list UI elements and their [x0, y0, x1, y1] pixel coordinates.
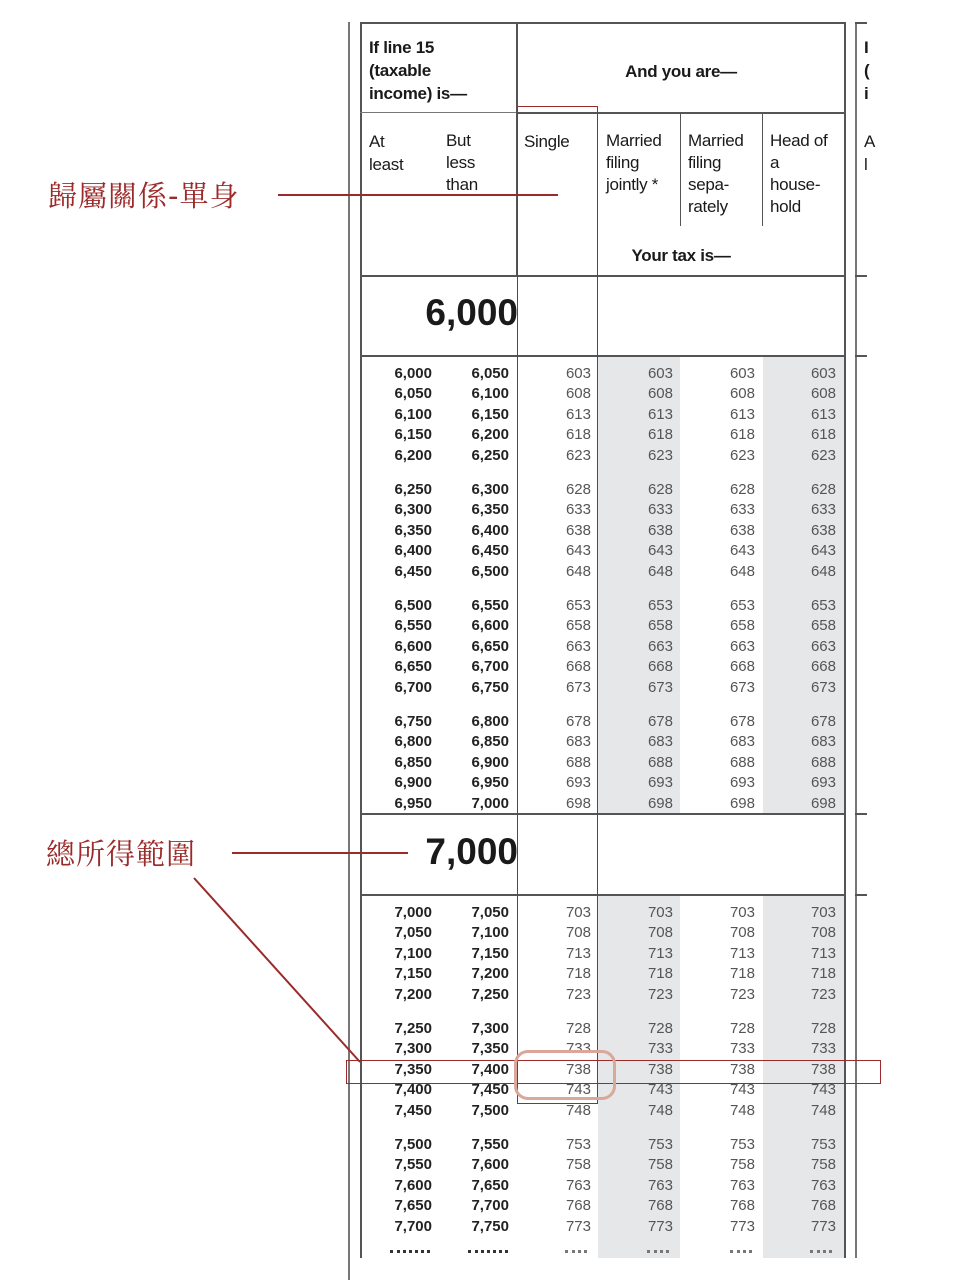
- tax-amount-cell: 693: [729, 774, 755, 792]
- tax-amount-cell: 613: [565, 405, 591, 423]
- income-less-than-cell: 7,750: [471, 1217, 509, 1235]
- income-at-least-cell: 7,350: [394, 1060, 432, 1078]
- tax-amount-cell: 743: [729, 1081, 755, 1099]
- cut-off-row-fragment: [390, 1250, 840, 1256]
- income-at-least-cell: 6,600: [394, 637, 432, 655]
- tax-amount-cell: 713: [647, 944, 673, 962]
- tax-amount-cell: 608: [810, 385, 836, 403]
- tax-amount-cell: 693: [647, 774, 673, 792]
- income-at-least-cell: 6,550: [394, 617, 432, 635]
- tax-amount-cell: 663: [810, 637, 836, 655]
- tax-amount-cell: 708: [810, 924, 836, 942]
- tax-amount-cell: 623: [729, 446, 755, 464]
- income-at-least-cell: 7,600: [394, 1176, 432, 1194]
- tax-amount-cell: 688: [729, 753, 755, 771]
- income-at-least-cell: 6,500: [394, 597, 432, 614]
- tax-amount-cell: 713: [810, 944, 836, 962]
- tax-amount-cell: 773: [647, 1217, 673, 1235]
- tax-amount-cell: 773: [810, 1217, 836, 1235]
- tax-amount-cell: 623: [565, 446, 591, 464]
- tax-amount-cell: 708: [565, 924, 591, 942]
- income-less-than-cell: 7,650: [471, 1176, 509, 1194]
- at-least-heading: At least: [369, 132, 404, 174]
- tax-amount-cell: 648: [647, 562, 673, 580]
- income-less-than-cell: 6,300: [471, 481, 509, 498]
- income-at-least-cell: 6,150: [394, 426, 432, 444]
- tax-amount-cell: 758: [565, 1156, 591, 1174]
- tax-amount-cell: 643: [565, 542, 591, 560]
- tax-amount-cell: 773: [565, 1217, 591, 1235]
- tax-amount-cell: 768: [565, 1197, 591, 1215]
- tax-amount-cell: 753: [729, 1136, 755, 1153]
- tax-amount-cell: 688: [647, 753, 673, 771]
- income-at-least-cell: 6,900: [394, 774, 432, 792]
- income-at-least-cell: 7,650: [394, 1197, 432, 1215]
- income-less-than-cell: 7,500: [471, 1101, 509, 1119]
- tax-amount-cell: 648: [810, 562, 836, 580]
- tax-amount-cell: 633: [565, 501, 591, 519]
- tax-amount-cell: 718: [729, 965, 755, 983]
- tax-amount-cell: 623: [647, 446, 673, 464]
- your-tax-is-heading: Your tax is—: [631, 246, 731, 265]
- tax-amount-cell: 643: [647, 542, 673, 560]
- tax-amount-cell: 698: [565, 794, 591, 812]
- tax-amount-cell: 678: [729, 713, 755, 730]
- tax-amount-cell: 713: [729, 944, 755, 962]
- tax-amount-cell: 613: [647, 405, 673, 423]
- income-less-than-cell: 7,200: [471, 965, 509, 983]
- tax-amount-cell: 733: [729, 1040, 755, 1058]
- income-at-least-cell: 6,350: [394, 521, 432, 539]
- income-less-than-cell: 7,300: [471, 1020, 509, 1037]
- income-less-than-cell: 6,350: [471, 501, 509, 519]
- tax-amount-cell: 678: [647, 713, 673, 730]
- tax-amount-cell: 608: [647, 385, 673, 403]
- income-less-than-cell: 6,200: [471, 426, 509, 444]
- income-less-than-cell: 7,250: [471, 985, 509, 1003]
- single-heading: Single: [524, 132, 570, 151]
- income-less-than-cell: 7,350: [471, 1040, 509, 1058]
- income-at-least-cell: 6,200: [394, 446, 432, 464]
- income-less-than-cell: 6,600: [471, 617, 509, 635]
- tax-amount-cell: 718: [810, 965, 836, 983]
- income-less-than-cell: 6,950: [471, 774, 509, 792]
- married-separately-heading: Married filing sepa- rately: [688, 131, 744, 216]
- tax-amount-cell: 608: [729, 385, 755, 403]
- tax-amount-cell: 723: [729, 985, 755, 1003]
- tax-amount-cell: 603: [729, 365, 755, 382]
- annotation-income-range: 總所得範圍: [46, 837, 197, 871]
- tax-amount-cell: 723: [647, 985, 673, 1003]
- tax-amount-cell: 683: [565, 733, 591, 751]
- income-at-least-cell: 6,700: [394, 678, 432, 696]
- tax-amount-cell: 638: [729, 521, 755, 539]
- head-of-household-heading: Head of a house- hold: [770, 131, 828, 216]
- tax-amount-cell: 628: [729, 481, 755, 498]
- tax-amount-cell: 758: [810, 1156, 836, 1174]
- income-less-than-cell: 7,150: [471, 944, 509, 962]
- tax-amount-cell: 633: [647, 501, 673, 519]
- income-at-least-cell: 7,400: [394, 1081, 432, 1099]
- tax-amount-cell: 628: [565, 481, 591, 498]
- tax-amount-cell: 768: [810, 1197, 836, 1215]
- tax-amount-cell: 728: [565, 1020, 591, 1037]
- tax-amount-cell: 738: [565, 1060, 591, 1078]
- tax-amount-cell: 668: [810, 658, 836, 676]
- income-less-than-cell: 6,400: [471, 521, 509, 539]
- tax-amount-cell: 748: [729, 1101, 755, 1119]
- tax-amount-cell: 673: [810, 678, 836, 696]
- tax-amount-cell: 663: [647, 637, 673, 655]
- tax-amount-cell: 693: [565, 774, 591, 792]
- income-at-least-cell: 7,550: [394, 1156, 432, 1174]
- income-at-least-cell: 6,450: [394, 562, 432, 580]
- next-table-subheading-fragment: A l: [864, 132, 876, 174]
- income-less-than-cell: 6,550: [471, 597, 509, 614]
- income-less-than-cell: 6,700: [471, 658, 509, 676]
- tax-amount-cell: 618: [810, 426, 836, 444]
- tax-amount-cell: 743: [565, 1081, 591, 1099]
- tax-amount-cell: 688: [565, 753, 591, 771]
- band-label-6000: 6,000: [425, 292, 518, 333]
- income-at-least-cell: 7,050: [394, 924, 432, 942]
- tax-amount-cell: 728: [729, 1020, 755, 1037]
- income-at-least-cell: 6,000: [394, 365, 432, 382]
- tax-amount-cell: 618: [565, 426, 591, 444]
- tax-amount-cell: 628: [647, 481, 673, 498]
- tax-amount-cell: 663: [565, 637, 591, 655]
- but-less-than-heading: But less than: [446, 131, 478, 194]
- income-less-than-cell: 7,100: [471, 924, 509, 942]
- tax-amount-cell: 728: [647, 1020, 673, 1037]
- tax-amount-cell: 658: [647, 617, 673, 635]
- tax-amount-cell: 758: [647, 1156, 673, 1174]
- tax-amount-cell: 678: [810, 713, 836, 730]
- income-at-least-cell: 6,300: [394, 501, 432, 519]
- tax-amount-cell: 603: [647, 365, 673, 382]
- tax-amount-cell: 653: [729, 597, 755, 614]
- tax-amount-cell: 658: [565, 617, 591, 635]
- tax-amount-cell: 603: [565, 365, 591, 382]
- tax-amount-cell: 653: [647, 597, 673, 614]
- tax-amount-cell: 703: [565, 904, 591, 921]
- tax-amount-cell: 638: [810, 521, 836, 539]
- tax-amount-cell: 768: [647, 1197, 673, 1215]
- tax-amount-cell: 738: [729, 1060, 755, 1078]
- tax-amount-cell: 658: [729, 617, 755, 635]
- tax-amount-cell: 663: [729, 637, 755, 655]
- tax-amount-cell: 648: [729, 562, 755, 580]
- tax-amount-cell: 753: [647, 1136, 673, 1153]
- income-less-than-cell: 7,450: [471, 1081, 509, 1099]
- tax-amount-cell: 733: [647, 1040, 673, 1058]
- tax-amount-cell: 703: [647, 904, 673, 921]
- income-at-least-cell: 7,200: [394, 985, 432, 1003]
- income-less-than-cell: 6,100: [471, 385, 509, 403]
- tax-amount-cell: 638: [565, 521, 591, 539]
- tax-amount-cell: 683: [647, 733, 673, 751]
- income-at-least-cell: 6,800: [394, 733, 432, 751]
- tax-amount-cell: 748: [647, 1101, 673, 1119]
- tax-amount-cell: 673: [565, 678, 591, 696]
- income-at-least-cell: 6,950: [394, 794, 432, 812]
- income-at-least-cell: 7,100: [394, 944, 432, 962]
- tax-amount-cell: 623: [810, 446, 836, 464]
- tax-amount-cell: 718: [647, 965, 673, 983]
- income-at-least-cell: 6,400: [394, 542, 432, 560]
- tax-amount-cell: 648: [565, 562, 591, 580]
- tax-amount-cell: 653: [810, 597, 836, 614]
- income-at-least-cell: 7,250: [394, 1020, 432, 1037]
- tax-amount-cell: 638: [647, 521, 673, 539]
- tax-amount-cell: 698: [729, 794, 755, 812]
- income-less-than-cell: 7,600: [471, 1156, 509, 1174]
- tax-amount-cell: 763: [565, 1176, 591, 1194]
- tax-amount-cell: 683: [810, 733, 836, 751]
- tax-amount-cell: 653: [565, 597, 591, 614]
- tax-amount-cell: 698: [647, 794, 673, 812]
- next-table-heading-fragment: I ( i: [864, 38, 870, 103]
- income-at-least-cell: 7,300: [394, 1040, 432, 1058]
- income-less-than-cell: 6,050: [471, 365, 509, 382]
- annotation-filing-status-single: 歸屬關係-單身: [48, 179, 240, 213]
- tax-amount-cell: 723: [565, 985, 591, 1003]
- tax-amount-cell: 603: [810, 365, 836, 382]
- tax-amount-cell: 608: [565, 385, 591, 403]
- income-less-than-cell: 6,650: [471, 637, 509, 655]
- income-less-than-cell: 6,250: [471, 446, 509, 464]
- and-you-are-heading: And you are—: [625, 62, 737, 81]
- income-less-than-cell: 6,750: [471, 678, 509, 696]
- tax-amount-cell: 713: [565, 944, 591, 962]
- income-less-than-cell: 6,150: [471, 405, 509, 423]
- tax-amount-cell: 758: [729, 1156, 755, 1174]
- tax-amount-cell: 748: [565, 1101, 591, 1119]
- tax-amount-cell: 708: [729, 924, 755, 942]
- tax-amount-cell: 773: [729, 1217, 755, 1235]
- tax-amount-cell: 698: [810, 794, 836, 812]
- tax-amount-cell: 728: [810, 1020, 836, 1037]
- tax-amount-cell: 668: [565, 658, 591, 676]
- income-less-than-cell: 7,000: [471, 794, 509, 812]
- income-at-least-cell: 7,450: [394, 1101, 432, 1119]
- tax-amount-cell: 733: [565, 1040, 591, 1058]
- income-less-than-cell: 6,800: [471, 713, 509, 730]
- tax-amount-cell: 753: [565, 1136, 591, 1153]
- tax-amount-cell: 628: [810, 481, 836, 498]
- tax-amount-cell: 708: [647, 924, 673, 942]
- tax-amount-cell: 668: [729, 658, 755, 676]
- tax-amount-cell: 738: [647, 1060, 673, 1078]
- tax-amount-cell: 673: [647, 678, 673, 696]
- income-at-least-cell: 6,100: [394, 405, 432, 423]
- tax-amount-cell: 668: [647, 658, 673, 676]
- tax-amount-cell: 703: [810, 904, 836, 921]
- income-at-least-cell: 6,650: [394, 658, 432, 676]
- tax-amount-cell: 658: [810, 617, 836, 635]
- tax-amount-cell: 733: [810, 1040, 836, 1058]
- income-less-than-cell: 6,900: [471, 753, 509, 771]
- income-at-least-cell: 6,750: [394, 713, 432, 730]
- tax-amount-cell: 703: [729, 904, 755, 921]
- tax-amount-cell: 768: [729, 1197, 755, 1215]
- tax-amount-cell: 618: [729, 426, 755, 444]
- income-label: If line 15 (taxable income) is—: [369, 38, 467, 103]
- income-less-than-cell: 7,700: [471, 1197, 509, 1215]
- tax-amount-cell: 763: [810, 1176, 836, 1194]
- tax-amount-cell: 633: [729, 501, 755, 519]
- income-at-least-cell: 7,700: [394, 1217, 432, 1235]
- tax-amount-cell: 613: [810, 405, 836, 423]
- band-label-7000: 7,000: [425, 831, 518, 872]
- tax-amount-cell: 723: [810, 985, 836, 1003]
- income-less-than-cell: 7,550: [471, 1136, 509, 1153]
- income-at-least-cell: 7,500: [394, 1136, 432, 1153]
- tax-amount-cell: 743: [810, 1081, 836, 1099]
- tax-amount-cell: 633: [810, 501, 836, 519]
- tax-amount-cell: 673: [729, 678, 755, 696]
- income-less-than-cell: 6,450: [471, 542, 509, 560]
- income-less-than-cell: 6,850: [471, 733, 509, 751]
- income-less-than-cell: 6,500: [471, 562, 509, 580]
- tax-amount-cell: 643: [810, 542, 836, 560]
- tax-amount-cell: 643: [729, 542, 755, 560]
- tax-amount-cell: 693: [810, 774, 836, 792]
- tax-amount-cell: 763: [729, 1176, 755, 1194]
- income-at-least-cell: 7,150: [394, 965, 432, 983]
- income-at-least-cell: 6,850: [394, 753, 432, 771]
- tax-amount-cell: 688: [810, 753, 836, 771]
- income-at-least-cell: 6,050: [394, 385, 432, 403]
- tax-amount-cell: 753: [810, 1136, 836, 1153]
- income-at-least-cell: 7,000: [394, 904, 432, 921]
- tax-amount-cell: 748: [810, 1101, 836, 1119]
- income-less-than-cell: 7,050: [471, 904, 509, 921]
- tax-amount-cell: 683: [729, 733, 755, 751]
- tax-amount-cell: 738: [810, 1060, 836, 1078]
- tax-amount-cell: 678: [565, 713, 591, 730]
- married-jointly-heading: Married filing jointly *: [606, 131, 662, 194]
- tax-amount-cell: 763: [647, 1176, 673, 1194]
- tax-amount-cell: 613: [729, 405, 755, 423]
- income-less-than-cell: 7,400: [471, 1060, 509, 1078]
- tax-amount-cell: 718: [565, 965, 591, 983]
- tax-amount-cell: 618: [647, 426, 673, 444]
- tax-amount-cell: 743: [647, 1081, 673, 1099]
- income-at-least-cell: 6,250: [394, 481, 432, 498]
